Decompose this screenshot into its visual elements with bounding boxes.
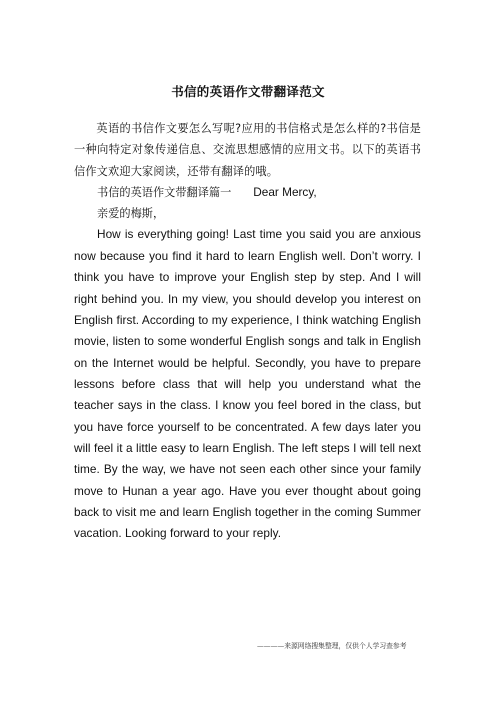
document-title: 书信的英语作文带翻译范文 <box>171 84 325 99</box>
document-body <box>74 118 421 545</box>
section-heading: 书信的英语作文带翻译篇一 <box>97 185 232 199</box>
salutation-english: Dear Mercy, <box>253 184 317 199</box>
salutation-chinese: 亲爱的梅斯， <box>97 207 165 221</box>
source-footer: ————来源网络搜集整理，仅供个人学习查参考 <box>257 642 407 650</box>
section-heading-line <box>74 182 421 203</box>
letter-body-paragraph: How is everything going! Last time you said you are anxious now because you find it hard to learn English well. Don’t worry. I think you have to improve your English step by step. And I will right behind you. In my view, you should develop you interest on English first. According to my experience, I think watching English movie, listen to some wonderful English songs and talk in English on the Internet would be helpful. Secondly, you have to prepare lessons before class that will help you understand what the teacher says in the class. I know you feel bored in the class, but you have force yourself to be concentrated. A few days later you will feel it a little easy to learn English. The left steps I will tell next time. By the way, we have not seen each other since your family move to Hunan a year ago. Have you ever thought about going back to visit me and learn English together in the coming Summer vacation. Looking forward to your reply. <box>74 227 421 541</box>
intro-paragraph: 英语的书信作文要怎么写呢?应用的书信格式是怎么样的?书信是一种向特定对象传递信息、交流思想感情的应用文书。以下的英语书信作文欢迎大家阅读，还带有翻译的哦。 <box>74 122 421 178</box>
salutation-chinese-line <box>74 203 421 224</box>
